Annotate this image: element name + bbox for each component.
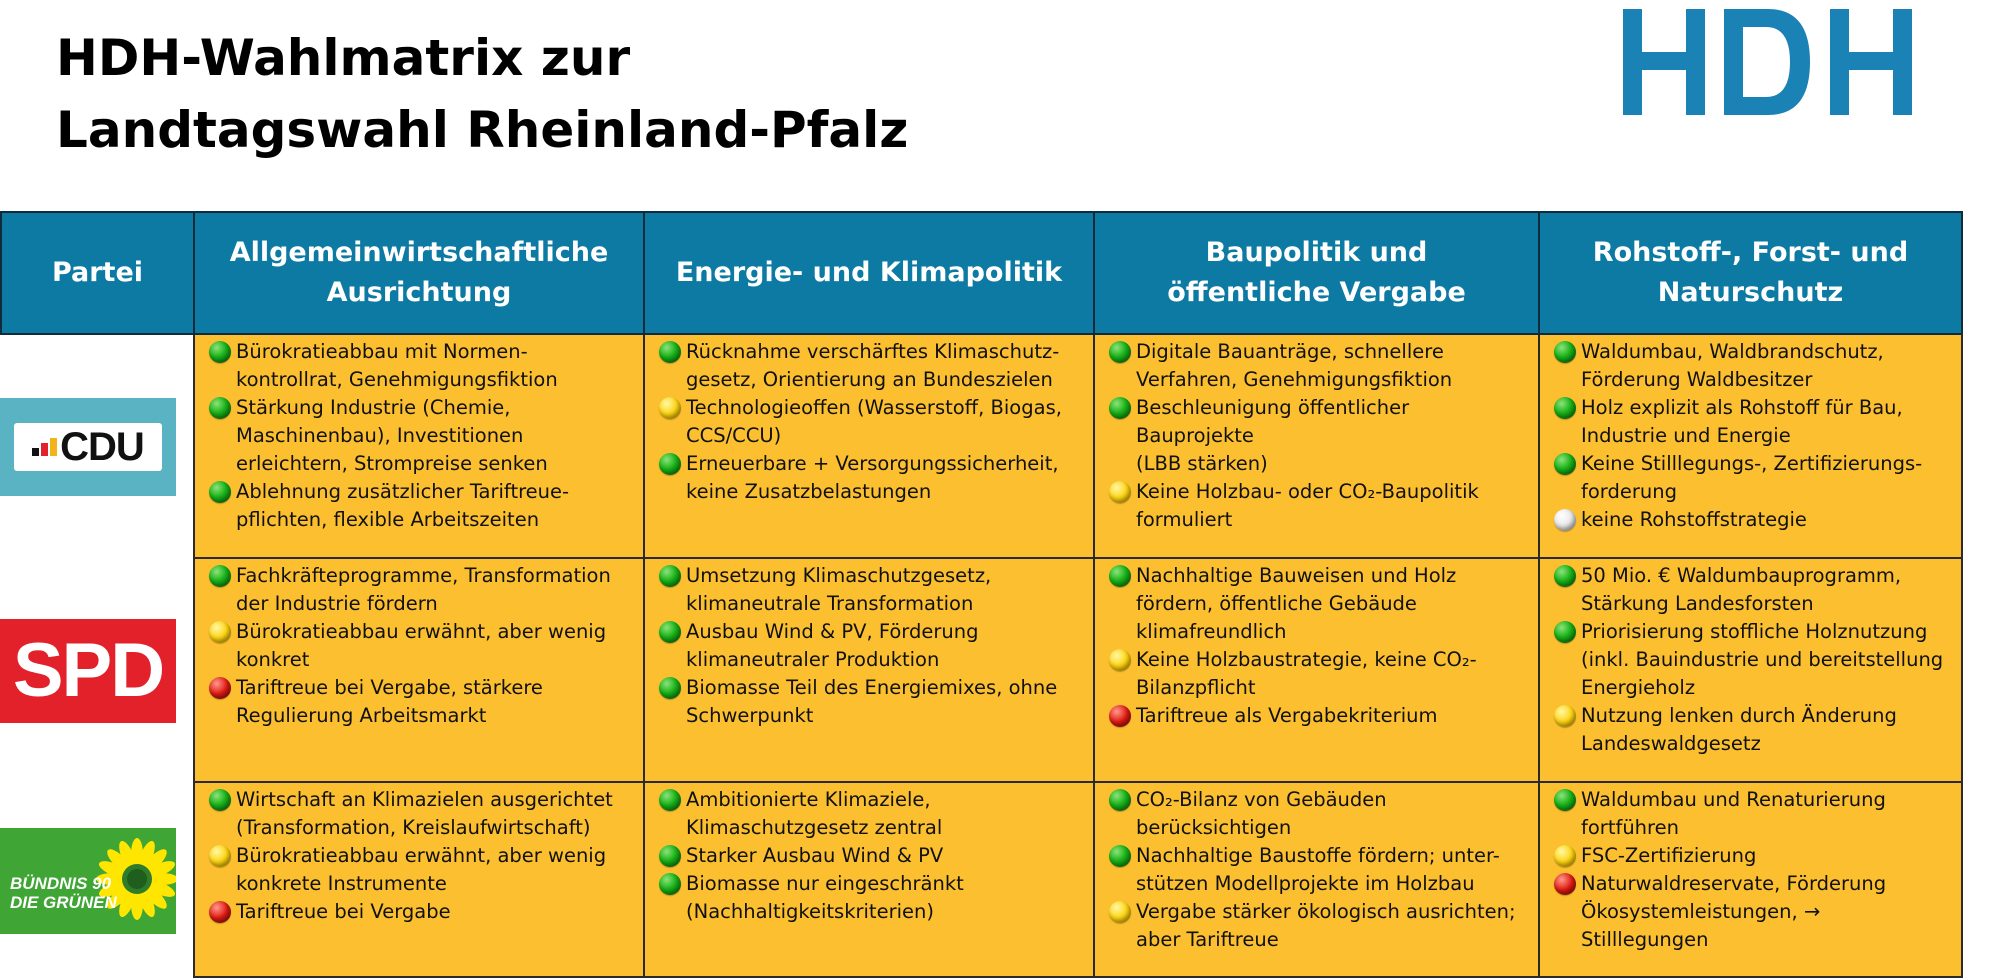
- matrix-item: [659, 450, 1085, 506]
- green-status-icon: [209, 481, 231, 503]
- matrix-item-text: 50 Mio. € Waldumbauprogramm, Stärkung Landesforsten: [1581, 564, 1902, 615]
- cell-gruene-economy: [193, 783, 643, 978]
- matrix-item-text: Waldumbau und Renaturierung fortführen: [1581, 788, 1886, 839]
- matrix-item: [659, 338, 1085, 394]
- header-forestry-conservation: Rohstoff-, Forst- und Naturschutz: [1538, 211, 1963, 335]
- matrix-item: [1554, 702, 1953, 758]
- matrix-item-text: Erneuerbare + Versorgungssicherheit, keine Zusatzbelastungen: [686, 452, 1059, 503]
- matrix-item-text: Ausbau Wind & PV, Förderung klimaneutraler Produktion: [686, 620, 979, 671]
- matrix-item-text: Waldumbau, Waldbrandschutz, Förderung Waldbesitzer: [1581, 340, 1884, 391]
- matrix-item: [659, 842, 1085, 870]
- spd-logo-text: SPD: [12, 628, 164, 713]
- green-status-icon: [1554, 789, 1576, 811]
- green-status-icon: [1109, 845, 1131, 867]
- matrix-item: [1109, 562, 1530, 646]
- matrix-item: [659, 618, 1085, 674]
- matrix-item: [1554, 842, 1953, 870]
- cell-cdu-economy: [193, 335, 643, 559]
- red-status-icon: [1109, 705, 1131, 727]
- red-status-icon: [209, 677, 231, 699]
- matrix-item-text: Keine Holzbaustrategie, keine CO₂- Bilanzpflicht: [1136, 648, 1477, 699]
- party-cdu: [0, 335, 193, 559]
- matrix-item-text: Fachkräfteprogramme, Transformation der Industrie fördern: [236, 564, 611, 615]
- green-status-icon: [209, 789, 231, 811]
- matrix-item-text: Ambitionierte Klimaziele, Klimaschutzgesetz zentral: [686, 788, 943, 839]
- matrix-item-text: Tariftreue bei Vergabe: [236, 900, 451, 923]
- party-spd: [0, 559, 193, 783]
- green-status-icon: [1109, 341, 1131, 363]
- matrix-item-text: Rücknahme verschärftes Klimaschutz- gesetz, Orientierung an Bundeszielen: [686, 340, 1060, 391]
- matrix-item-text: Tariftreue bei Vergabe, stärkere Regulierung Arbeitsmarkt: [236, 676, 543, 727]
- yellow-status-icon: [659, 397, 681, 419]
- cdu-flag-icon: [32, 438, 57, 456]
- matrix-item: [1109, 786, 1530, 842]
- matrix-item: [209, 338, 635, 394]
- header-energy-climate: Energie- und Klimapolitik: [643, 211, 1093, 335]
- cell-spd-forestry: [1538, 559, 1963, 783]
- matrix-item-text: Holz explizit als Rohstoff für Bau, Industrie und Energie: [1581, 396, 1903, 447]
- green-status-icon: [659, 789, 681, 811]
- red-status-icon: [1554, 873, 1576, 895]
- yellow-status-icon: [1554, 705, 1576, 727]
- matrix-item-text: keine Rohstoffstrategie: [1581, 508, 1807, 531]
- matrix-item: [1554, 450, 1953, 506]
- matrix-item: [209, 478, 635, 534]
- yellow-status-icon: [1109, 649, 1131, 671]
- matrix-item: [1109, 842, 1530, 898]
- green-status-icon: [659, 341, 681, 363]
- green-status-icon: [1554, 341, 1576, 363]
- cell-gruene-energy: [643, 783, 1093, 978]
- cell-spd-energy: [643, 559, 1093, 783]
- matrix-item: [1109, 338, 1530, 394]
- header-construction-procurement: Baupolitik und öffentliche Vergabe: [1093, 211, 1538, 335]
- cell-gruene-forestry: [1538, 783, 1963, 978]
- matrix-item-text: Ablehnung zusätzlicher Tariftreue- pflichten, flexible Arbeitszeiten: [236, 480, 570, 531]
- matrix-item-text: Bürokratieabbau erwähnt, aber wenig konkret: [236, 620, 607, 671]
- yellow-status-icon: [1109, 901, 1131, 923]
- matrix-item: [1554, 786, 1953, 842]
- cell-cdu-energy: [643, 335, 1093, 559]
- matrix-item-text: Keine Holzbau- oder CO₂-Baupolitik formuliert: [1136, 480, 1479, 531]
- yellow-status-icon: [1109, 481, 1131, 503]
- matrix-item-text: FSC-Zertifizierung: [1581, 844, 1757, 867]
- green-status-icon: [659, 873, 681, 895]
- matrix-item-text: Nachhaltige Baustoffe fördern; unter- stützen Modellprojekte im Holzbau: [1136, 844, 1500, 895]
- matrix-item-text: Priorisierung stoffliche Holznutzung (inkl. Bauindustrie und bereitstellung Energieholz: [1581, 620, 1944, 699]
- yellow-status-icon: [1554, 845, 1576, 867]
- matrix-item-text: Vergabe stärker ökologisch ausrichten; aber Tariftreue: [1136, 900, 1516, 951]
- matrix-item: [659, 674, 1085, 730]
- matrix-item-text: Keine Stilllegungs-, Zertifizierungs- forderung: [1581, 452, 1923, 503]
- matrix-item: [209, 618, 635, 674]
- matrix-item: [209, 842, 635, 898]
- green-status-icon: [659, 845, 681, 867]
- green-status-icon: [659, 677, 681, 699]
- matrix-item: [1109, 646, 1530, 702]
- matrix-item: [1109, 702, 1530, 730]
- yellow-status-icon: [209, 621, 231, 643]
- page-title: HDH-Wahlmatrix zur Landtagswahl Rheinland-Pfalz: [56, 29, 909, 159]
- matrix-item-text: Bürokratieabbau mit Normen- kontrollrat, Genehmigungsfiktion: [236, 340, 558, 391]
- election-matrix-table: [0, 211, 1963, 978]
- party-gruene: [0, 783, 193, 978]
- cell-cdu-construction: [1093, 335, 1538, 559]
- green-status-icon: [1109, 789, 1131, 811]
- matrix-item: [209, 562, 635, 618]
- matrix-item-text: Beschleunigung öffentlicher Bauprojekte (LBB stärken): [1136, 396, 1410, 475]
- green-status-icon: [1554, 397, 1576, 419]
- hdh-logo: [1620, 6, 1920, 118]
- matrix-item-text: Technologieoffen (Wasserstoff, Biogas, CCS/CCU): [686, 396, 1062, 447]
- matrix-item: [659, 786, 1085, 842]
- matrix-item: [1554, 562, 1953, 618]
- matrix-item-text: Digitale Bauanträge, schnellere Verfahren, Genehmigungsfiktion: [1136, 340, 1453, 391]
- matrix-item-text: Biomasse nur eingeschränkt (Nachhaltigkeitskriterien): [686, 872, 964, 923]
- green-status-icon: [659, 621, 681, 643]
- header-party: Partei: [0, 211, 193, 335]
- matrix-item-text: Wirtschaft an Klimazielen ausgerichtet (Transformation, Kreislaufwirtschaft): [236, 788, 613, 839]
- green-status-icon: [1554, 565, 1576, 587]
- red-status-icon: [209, 901, 231, 923]
- green-status-icon: [209, 397, 231, 419]
- spd-logo: [0, 619, 176, 723]
- matrix-item-text: Nutzung lenken durch Änderung Landeswaldgesetz: [1581, 704, 1897, 755]
- matrix-item: [1109, 898, 1530, 954]
- matrix-item: [1554, 618, 1953, 702]
- matrix-item: [659, 562, 1085, 618]
- matrix-item: [1554, 506, 1953, 534]
- matrix-item: [209, 898, 635, 926]
- matrix-item-text: Starker Ausbau Wind & PV: [686, 844, 944, 867]
- green-status-icon: [209, 341, 231, 363]
- matrix-item-text: Stärkung Industrie (Chemie, Maschinenbau), Investitionen erleichtern, Strompreise senken: [236, 396, 548, 475]
- matrix-item-text: Umsetzung Klimaschutzgesetz, klimaneutrale Transformation: [686, 564, 992, 615]
- matrix-item: [1554, 394, 1953, 450]
- cell-gruene-construction: [1093, 783, 1538, 978]
- green-status-icon: [1109, 565, 1131, 587]
- gruene-logo: [0, 828, 176, 934]
- cell-spd-economy: [193, 559, 643, 783]
- yellow-status-icon: [209, 845, 231, 867]
- matrix-item: [209, 674, 635, 730]
- green-status-icon: [659, 453, 681, 475]
- matrix-item: [1554, 870, 1953, 954]
- matrix-item-text: Bürokratieabbau erwähnt, aber wenig konkrete Instrumente: [236, 844, 607, 895]
- matrix-item: [1554, 338, 1953, 394]
- cdu-logo: [0, 398, 176, 496]
- matrix-item-text: Nachhaltige Bauweisen und Holz fördern, öffentliche Gebäude klimafreundlich: [1136, 564, 1457, 643]
- matrix-item: [1109, 478, 1530, 534]
- cell-cdu-forestry: [1538, 335, 1963, 559]
- green-status-icon: [1554, 453, 1576, 475]
- matrix-item-text: CO₂-Bilanz von Gebäuden berücksichtigen: [1136, 788, 1387, 839]
- matrix-item-text: Naturwaldreservate, Förderung Ökosystemleistungen, → Stilllegungen: [1581, 872, 1887, 951]
- green-status-icon: [209, 565, 231, 587]
- matrix-item: [1109, 394, 1530, 478]
- matrix-item: [659, 394, 1085, 450]
- green-status-icon: [659, 565, 681, 587]
- matrix-item: [659, 870, 1085, 926]
- matrix-item: [209, 394, 635, 478]
- gruene-logo-text: BÜNDNIS 90 DIE GRÜNEN: [10, 873, 117, 912]
- cell-spd-construction: [1093, 559, 1538, 783]
- green-status-icon: [1109, 397, 1131, 419]
- header-economy: Allgemeinwirtschaftliche Ausrichtung: [193, 211, 643, 335]
- matrix-item: [209, 786, 635, 842]
- cdu-logo-text: CDU: [60, 425, 144, 469]
- matrix-item-text: Tariftreue als Vergabekriterium: [1136, 704, 1438, 727]
- grey-status-icon: [1554, 509, 1576, 531]
- matrix-item-text: Biomasse Teil des Energiemixes, ohne Schwerpunkt: [686, 676, 1058, 727]
- green-status-icon: [1554, 621, 1576, 643]
